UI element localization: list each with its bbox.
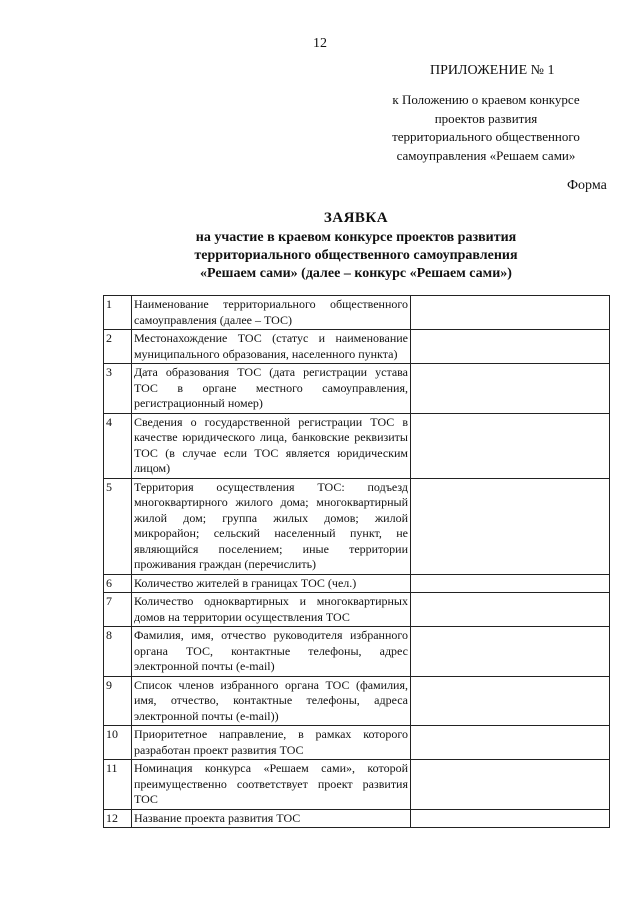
row-label: Номинация конкурса «Решаем сами», которой преимущественно соответствует проект развития ТОС xyxy=(131,760,410,810)
table-row xyxy=(104,296,610,330)
table-row xyxy=(104,478,610,574)
row-label: Местонахождение ТОС (статус и наименование муниципального образования, населенного пункта) xyxy=(131,330,410,364)
page-number: 12 xyxy=(313,36,327,51)
subtitle-line: территориального общественного самоуправления xyxy=(194,248,518,263)
row-value-field[interactable] xyxy=(411,676,610,726)
document-title: ЗАЯВКА xyxy=(323,210,389,226)
row-number: 1 xyxy=(104,296,132,330)
row-number: 2 xyxy=(104,330,132,364)
row-number: 6 xyxy=(104,574,132,593)
row-value-field[interactable] xyxy=(411,413,610,478)
table-row xyxy=(104,330,610,364)
table-row xyxy=(104,413,610,478)
row-value-field[interactable] xyxy=(411,330,610,364)
form-label: Форма xyxy=(567,178,607,193)
regulation-reference xyxy=(360,91,612,165)
row-label: Дата образования ТОС (дата регистрации устава ТОС в органе местного самоуправления, регистрационный номер) xyxy=(131,364,410,414)
row-number: 8 xyxy=(104,627,132,677)
row-label: Количество одноквартирных и многоквартирных домов на территории осуществления ТОС xyxy=(131,593,410,627)
table-row xyxy=(104,593,610,627)
row-value-field[interactable] xyxy=(411,574,610,593)
table-row xyxy=(104,364,610,414)
row-number: 4 xyxy=(104,413,132,478)
row-label: Количество жителей в границах ТОС (чел.) xyxy=(131,574,410,593)
row-label: Территория осуществления ТОС: подъезд многоквартирного жилого дома; многоквартирный жилой дом; группа жилых домов; жилой микрорайон; сельский населенный пункт, не являющийся поселением; иные территории проживания граждан (перечислить) xyxy=(131,478,410,574)
row-label: Список членов избранного органа ТОС (фамилия, имя, отчество, контактные телефоны, адреса электронной почты (e-mail)) xyxy=(131,676,410,726)
regulation-line: проектов развития xyxy=(434,110,538,126)
table-row xyxy=(104,760,610,810)
appendix-heading: ПРИЛОЖЕНИЕ № 1 xyxy=(430,63,555,78)
row-value-field[interactable] xyxy=(411,760,610,810)
table-row xyxy=(104,809,610,828)
row-value-field[interactable] xyxy=(411,627,610,677)
row-number: 12 xyxy=(104,809,132,828)
row-value-field[interactable] xyxy=(411,593,610,627)
row-label: Наименование территориального общественного самоуправления (далее – ТОС) xyxy=(131,296,410,330)
row-number: 11 xyxy=(104,760,132,810)
row-number: 3 xyxy=(104,364,132,414)
row-number: 10 xyxy=(104,726,132,760)
row-label: Сведения о государственной регистрации ТОС в качестве юридического лица, банковские реквизиты ТОС (в случае если ТОС является юридическим лицом) xyxy=(131,413,410,478)
table-row xyxy=(104,627,610,677)
row-number: 9 xyxy=(104,676,132,726)
table-row xyxy=(104,574,610,593)
row-number: 7 xyxy=(104,593,132,627)
row-value-field[interactable] xyxy=(411,364,610,414)
row-value-field[interactable] xyxy=(411,809,610,828)
table-row xyxy=(104,676,610,726)
application-form-table xyxy=(103,295,610,828)
regulation-line: территориального общественного xyxy=(392,129,580,144)
document-subtitle xyxy=(0,229,640,283)
row-label: Приоритетное направление, в рамках которого разработан проект развития ТОС xyxy=(131,726,410,760)
regulation-line: самоуправления «Решаем сами» xyxy=(396,147,576,163)
subtitle-line: «Решаем сами» (далее – конкурс «Решаем сами») xyxy=(200,266,512,281)
row-value-field[interactable] xyxy=(411,726,610,760)
subtitle-line: на участие в краевом конкурсе проектов развития xyxy=(195,230,517,245)
regulation-line: к Положению о краевом конкурсе xyxy=(392,92,580,107)
table-row xyxy=(104,726,610,760)
row-value-field[interactable] xyxy=(411,296,610,330)
row-number: 5 xyxy=(104,478,132,574)
row-label: Фамилия, имя, отчество руководителя избранного органа ТОС, контактные телефоны, адрес электронной почты (e-mail) xyxy=(131,627,410,677)
row-value-field[interactable] xyxy=(411,478,610,574)
row-label: Название проекта развития ТОС xyxy=(131,809,410,828)
